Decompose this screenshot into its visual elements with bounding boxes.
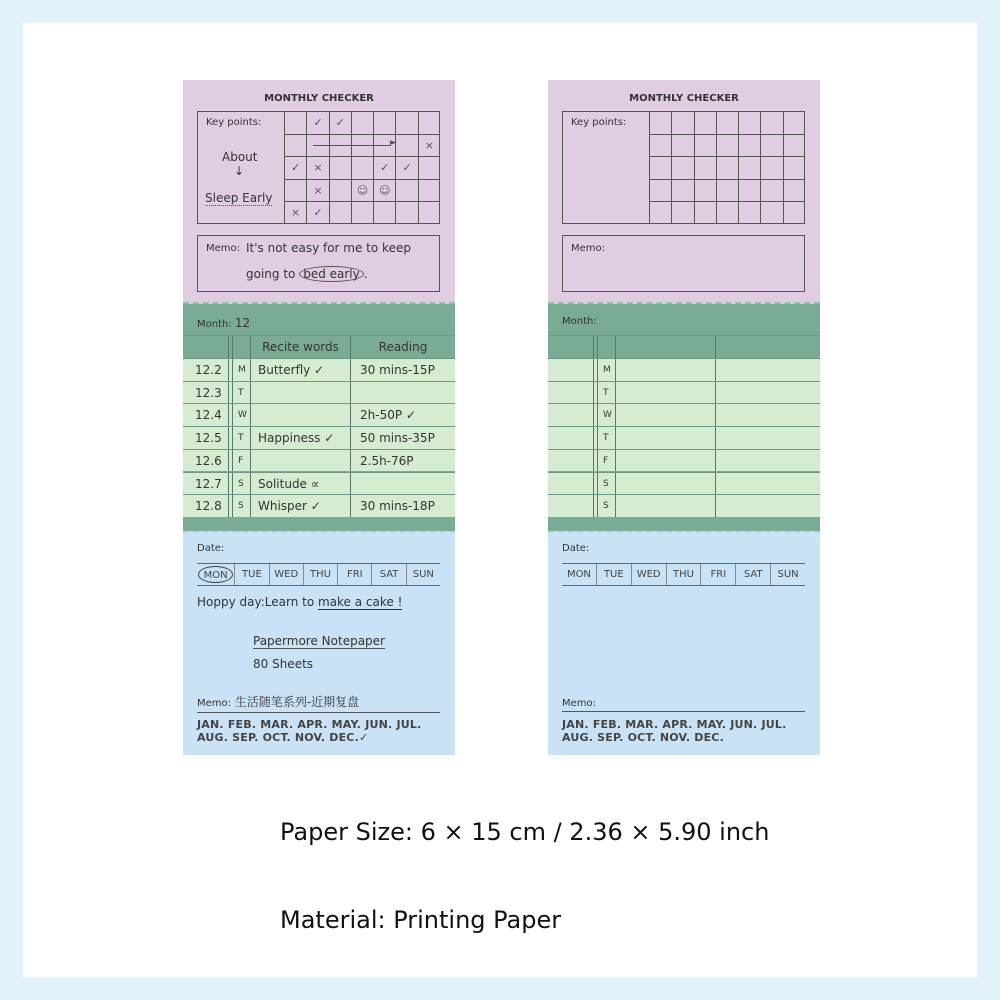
table-row — [548, 449, 820, 472]
table-row — [548, 381, 820, 404]
monthly-checker-section — [183, 80, 455, 304]
month-value: 12 — [234, 316, 251, 330]
grid-cell — [760, 156, 782, 178]
header-cell: Reading — [350, 336, 455, 358]
grid-cell — [351, 112, 373, 134]
date-cell — [548, 404, 593, 426]
recite-cell — [250, 450, 350, 472]
memo-label: Memo: — [571, 243, 606, 254]
header-cell — [232, 336, 250, 358]
memo-label: Memo: — [206, 243, 241, 254]
key-points-label: Key points: — [571, 117, 627, 128]
reading-cell — [715, 473, 820, 495]
grid-cell — [671, 156, 693, 178]
double-line — [228, 382, 229, 404]
grid-cell — [418, 112, 440, 134]
months-line-1: JAN. FEB. MAR. APR. MAY. JUN. JUL. — [562, 718, 787, 731]
weekday-sat: SAT — [371, 564, 405, 585]
header-cell — [183, 336, 228, 358]
memo-box — [562, 235, 805, 292]
reading-cell — [715, 382, 820, 404]
sheets-text: 80 Sheets — [253, 657, 314, 671]
date-cell — [548, 450, 593, 472]
weekday-row — [197, 563, 440, 586]
grid-cell: ✓ — [395, 156, 417, 178]
checker-grid — [284, 112, 440, 223]
recite-cell — [615, 450, 715, 472]
grid-cell — [716, 201, 738, 223]
grid-cell — [395, 112, 417, 134]
weekday-mon: MON — [566, 569, 591, 580]
grid-cell: × — [306, 156, 328, 178]
grid-cell — [760, 201, 782, 223]
date-cell: 12.8 — [195, 499, 222, 514]
header-cell: Recite words — [250, 336, 350, 358]
memo-circled-text: bed early — [299, 266, 364, 282]
recite-cell — [615, 473, 715, 495]
month-label: Month: — [197, 319, 232, 330]
recite-cell — [615, 427, 715, 449]
reading-cell — [715, 404, 820, 426]
grid-cell — [716, 156, 738, 178]
recite-cell: Butterfly ✓ — [250, 359, 350, 381]
date-cell — [548, 359, 593, 381]
brand-text: Papermore Notepaper — [253, 634, 385, 648]
double-line — [593, 382, 594, 404]
checker-title: MONTHLY CHECKER — [629, 93, 739, 104]
double-line — [228, 473, 229, 495]
table-row — [548, 358, 820, 381]
double-line — [593, 473, 594, 495]
grid-cell — [649, 201, 671, 223]
grid-cell — [671, 179, 693, 201]
grid-cell — [649, 156, 671, 178]
grid-cell — [694, 201, 716, 223]
key-points-grid — [562, 111, 805, 224]
date-cell: 12.4 — [195, 408, 222, 423]
grid-cell — [284, 179, 306, 201]
recite-cell — [250, 404, 350, 426]
reading-cell: 2h-50P ✓ — [350, 404, 455, 426]
table-header-row — [548, 335, 820, 358]
day-cell: F — [232, 450, 250, 472]
material-caption: Material: Printing Paper — [280, 906, 562, 934]
grid-cell — [716, 112, 738, 134]
grid-cell — [418, 156, 440, 178]
grid-cell — [783, 179, 805, 201]
double-line — [593, 427, 594, 449]
grid-cell — [694, 112, 716, 134]
grid-cell — [649, 134, 671, 156]
key-points-label: Key points: — [206, 117, 262, 128]
grid-cell — [649, 112, 671, 134]
grid-cell — [284, 134, 306, 156]
grid-cell — [738, 156, 760, 178]
grid-cell — [716, 134, 738, 156]
reading-cell: 30 mins-18P — [350, 495, 455, 517]
grid-cell: ✓ — [329, 112, 351, 134]
reading-cell — [350, 382, 455, 404]
grid-cell — [671, 201, 693, 223]
header-cell — [615, 336, 715, 358]
recite-cell — [615, 404, 715, 426]
daily-section — [183, 531, 455, 755]
day-cell: F — [597, 450, 615, 472]
recite-cell: Solitude ∝ — [250, 473, 350, 495]
day-cell: T — [232, 427, 250, 449]
header-cell — [548, 336, 593, 358]
grid-cell — [738, 201, 760, 223]
weekday-sun: SUN — [406, 564, 440, 585]
table-row — [183, 449, 455, 472]
day-cell: T — [232, 382, 250, 404]
date-label: Date: — [562, 543, 590, 554]
day-cell: T — [597, 427, 615, 449]
memo-label: Memo: — [197, 698, 232, 709]
reading-cell — [715, 450, 820, 472]
date-cell: 12.6 — [195, 453, 222, 468]
weekday-mon: MON — [198, 566, 233, 583]
grid-cell — [351, 156, 373, 178]
table-row — [183, 403, 455, 426]
grid-cell — [351, 201, 373, 223]
grid-cell — [284, 112, 306, 134]
recite-cell — [615, 382, 715, 404]
table-row — [548, 472, 820, 495]
day-cell: M — [597, 359, 615, 381]
grid-cell: ☺ — [351, 179, 373, 201]
grid-cell — [716, 179, 738, 201]
weekday-wed: WED — [631, 564, 666, 585]
grid-cell: ✓ — [306, 201, 328, 223]
grid-cell — [395, 179, 417, 201]
reading-cell: 50 mins-35P — [350, 427, 455, 449]
date-cell — [548, 473, 593, 495]
double-line — [593, 495, 594, 517]
months-line-2: AUG. SEP. OCT. NOV. DEC. — [562, 731, 724, 744]
recite-cell — [250, 382, 350, 404]
day-cell: S — [232, 473, 250, 495]
happy-day-underlined: make a cake ! — [317, 595, 403, 609]
table-row — [183, 381, 455, 404]
arrow-line — [313, 145, 391, 146]
daily-section — [548, 531, 820, 755]
day-cell: S — [597, 473, 615, 495]
grid-cell — [760, 134, 782, 156]
day-cell: M — [232, 359, 250, 381]
day-cell: W — [232, 404, 250, 426]
arrow-down-icon: ↓ — [234, 164, 245, 178]
table-row — [548, 403, 820, 426]
recite-cell: Whisper ✓ — [250, 495, 350, 517]
reading-cell — [715, 427, 820, 449]
date-cell: 12.7 — [195, 476, 222, 491]
grid-cell — [395, 201, 417, 223]
table-row — [183, 494, 455, 517]
double-line — [228, 336, 229, 358]
arrow-head-icon: ► — [389, 138, 397, 149]
grid-cell — [418, 201, 440, 223]
grid-cell: × — [418, 134, 440, 156]
grid-cell — [671, 134, 693, 156]
double-line — [228, 427, 229, 449]
grid-cell — [783, 156, 805, 178]
filled-notepaper — [183, 80, 455, 755]
grid-cell — [694, 156, 716, 178]
grid-cell — [760, 179, 782, 201]
table-row — [548, 494, 820, 517]
grid-cell — [671, 112, 693, 134]
recite-cell: Happiness ✓ — [250, 427, 350, 449]
key-points-grid — [197, 111, 440, 224]
weekday-thu: THU — [303, 564, 337, 585]
date-cell — [548, 382, 593, 404]
table-row — [183, 358, 455, 381]
grid-cell — [418, 179, 440, 201]
memo-box: Memo: It's not easy for me to keep going to bed early . — [197, 235, 440, 292]
reading-cell: 2.5h-76P — [350, 450, 455, 472]
weekday-tue: TUE — [234, 564, 268, 585]
day-cell: S — [232, 495, 250, 517]
grid-cell: ☺ — [373, 179, 395, 201]
grid-cell — [395, 134, 417, 156]
double-line — [228, 404, 229, 426]
date-cell: 12.2 — [195, 363, 222, 377]
date-cell: 12.5 — [195, 431, 222, 446]
weekday-sat: SAT — [735, 564, 770, 585]
months-line-1: JAN. FEB. MAR. APR. MAY. JUN. JUL. — [197, 718, 422, 731]
grid-cell — [694, 134, 716, 156]
grid-cell — [738, 134, 760, 156]
grid-cell — [373, 112, 395, 134]
checker-title: MONTHLY CHECKER — [264, 93, 374, 104]
header-cell — [715, 336, 820, 358]
grid-cell — [760, 112, 782, 134]
day-cell: S — [597, 495, 615, 517]
double-line — [228, 359, 229, 381]
double-line — [228, 450, 229, 472]
sleep-early-text: Sleep Early — [205, 191, 273, 205]
months-line-2: AUG. SEP. OCT. NOV. DEC. — [197, 731, 359, 744]
recite-cell — [615, 359, 715, 381]
paper-size-caption: Paper Size: 6 × 15 cm / 2.36 × 5.90 inch — [280, 818, 770, 846]
check-icon: ✓ — [358, 731, 369, 744]
grid-cell — [649, 179, 671, 201]
grid-cell: ✓ — [306, 112, 328, 134]
memo-label: Memo: — [562, 698, 805, 712]
double-line — [228, 495, 229, 517]
grid-cell — [783, 201, 805, 223]
weekday-tue: TUE — [596, 564, 631, 585]
grid-cell — [783, 134, 805, 156]
grid-cell — [329, 156, 351, 178]
habit-table-section — [548, 304, 820, 531]
grid-cell — [694, 179, 716, 201]
grid-cell: ✓ — [284, 156, 306, 178]
table-header-row — [183, 335, 455, 358]
memo-line-1: It's not easy for me to keep — [246, 241, 411, 255]
date-cell — [548, 427, 593, 449]
reading-cell — [350, 473, 455, 495]
month-label: Month: — [562, 316, 597, 327]
table-row — [183, 426, 455, 449]
reading-cell — [715, 359, 820, 381]
double-line — [593, 336, 594, 358]
memo-chinese: 生活随笔系列-近期复盘 — [234, 695, 360, 709]
day-cell: T — [597, 382, 615, 404]
weekday-sun: SUN — [770, 564, 805, 585]
date-cell — [548, 495, 593, 517]
grid-cell — [783, 112, 805, 134]
about-text: About — [222, 150, 258, 164]
happy-day-text: Hoppy day:Learn to — [197, 595, 318, 609]
blank-notepaper — [548, 80, 820, 755]
grid-cell — [329, 179, 351, 201]
monthly-checker-section — [548, 80, 820, 304]
weekday-wed: WED — [269, 564, 303, 585]
date-label: Date: — [197, 543, 225, 554]
memo-line-2: going to — [246, 267, 300, 281]
grid-cell: ✓ — [373, 156, 395, 178]
grid-cell — [373, 201, 395, 223]
day-cell: W — [597, 404, 615, 426]
table-row — [183, 472, 455, 495]
date-cell: 12.3 — [195, 385, 222, 400]
grid-cell — [738, 112, 760, 134]
weekday-fri: FRI — [700, 564, 735, 585]
weekday-row — [562, 563, 805, 586]
double-line — [593, 404, 594, 426]
grid-cell: × — [284, 201, 306, 223]
weekday-thu: THU — [666, 564, 701, 585]
table-row — [548, 426, 820, 449]
reading-cell: 30 mins-15P — [350, 359, 455, 381]
weekday-fri: FRI — [337, 564, 371, 585]
reading-cell — [715, 495, 820, 517]
habit-table-section — [183, 304, 455, 531]
grid-cell: × — [306, 179, 328, 201]
grid-cell — [738, 179, 760, 201]
double-line — [593, 450, 594, 472]
header-cell — [597, 336, 615, 358]
checker-grid — [649, 112, 805, 223]
double-line — [593, 359, 594, 381]
recite-cell — [615, 495, 715, 517]
grid-cell — [329, 201, 351, 223]
